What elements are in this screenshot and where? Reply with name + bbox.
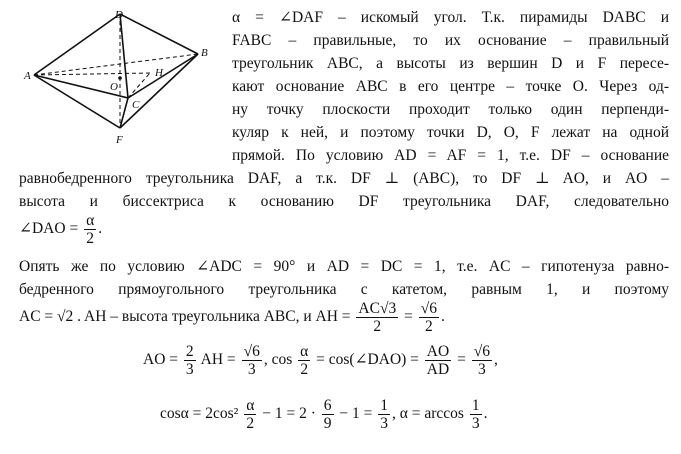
- frac-den: 9: [323, 415, 332, 432]
- fraction-sqrt6-3: [242, 343, 262, 378]
- period: .: [440, 308, 445, 326]
- text-line-3: треугольник ABC, а высоты из вершин D и F пересе-: [232, 55, 669, 72]
- frac-num: √6: [473, 343, 490, 360]
- frac-num: 2: [185, 343, 194, 360]
- frac-num: 1: [471, 397, 480, 414]
- minus-one-times: − 1 = 2 ·: [262, 405, 316, 423]
- text-line-9: высота и биссектриса к основанию DF треугольника DAF, следовательно: [19, 193, 669, 210]
- equation-AC-AH: [19, 300, 445, 335]
- label-A: A: [24, 70, 31, 82]
- arccos-label: , α = arccos: [391, 405, 464, 423]
- frac-num: AC√3: [358, 300, 397, 317]
- cos-dao: = cos(∠DAO) =: [316, 351, 419, 369]
- fraction-alpha-2b: [244, 397, 256, 432]
- ao-label: AO =: [143, 351, 179, 369]
- edge-BF: [120, 54, 198, 128]
- label-O: O: [110, 81, 118, 93]
- text-line-5: ну точку плоскости проходит только один перпенди-: [232, 101, 669, 118]
- text-line-7: прямой. По условию AD = AF = 1, т.е. DF – основание: [232, 147, 669, 164]
- text-line-4: кают основание ABC в его центре – точке O. Через од-: [232, 78, 669, 95]
- frac-num: α: [86, 212, 95, 229]
- frac-num: α: [246, 397, 255, 414]
- frac-num: √6: [420, 300, 437, 317]
- text-line-2: FABC – правильные, то их основание – правильный: [232, 32, 669, 49]
- comma: ,: [493, 351, 498, 369]
- equation-angle-DAO: [19, 212, 102, 247]
- edge-AH-dashed: [34, 73, 150, 75]
- fraction-1-3b: [470, 397, 482, 432]
- frac-den: 3: [185, 361, 194, 378]
- angle-DAO-label: ∠DAO =: [19, 220, 79, 238]
- frac-den: 3: [380, 415, 388, 432]
- label-D: D: [115, 9, 123, 21]
- edge-DC: [120, 14, 128, 98]
- frac-num: α: [300, 343, 309, 360]
- fraction-2-3: [184, 343, 196, 378]
- frac-num: 1: [380, 397, 388, 414]
- text-line-12: бедренного прямоугольного треугольника с катетом, равным 1, и поэтому: [19, 281, 669, 298]
- text-line-8: равнобедренного треугольника DAF, а т.к. DF ⊥ (ABC), то DF ⊥ AO, и AO –: [19, 170, 669, 187]
- minus-one-equals: − 1 =: [339, 405, 373, 423]
- label-F: F: [116, 134, 123, 146]
- frac-den: 2: [300, 361, 309, 378]
- edge-AF: [34, 75, 120, 128]
- frac-den: AD: [426, 361, 450, 378]
- fraction-AO-AD: [425, 343, 451, 378]
- frac-den: 3: [477, 361, 486, 378]
- frac-den: 2: [86, 230, 94, 247]
- fraction-sqrt6-over-2: [419, 300, 439, 335]
- frac-den: 2: [246, 415, 255, 432]
- period: .: [483, 405, 488, 423]
- center-point-O: [118, 76, 122, 80]
- equals: =: [404, 308, 413, 326]
- frac-num: AO: [426, 343, 450, 360]
- text-line-1: α = ∠DAF – искомый угол. Т.к. пирамиды DABC и: [232, 9, 669, 26]
- period: .: [98, 220, 103, 238]
- fraction-ac-sqrt3: [356, 300, 398, 335]
- frac-num: √6: [243, 343, 260, 360]
- frac-den: 2: [424, 318, 433, 335]
- fraction-alpha-2: [298, 343, 310, 378]
- text-line-11: Опять же по условию ∠ADC = 90° и AD = DC = 1, т.е. AC – гипотенуза равно-: [19, 258, 669, 275]
- frac-den: 3: [471, 415, 480, 432]
- fraction-1-3: [378, 397, 390, 432]
- ah-label: AH =: [200, 351, 236, 369]
- label-B: B: [201, 47, 208, 59]
- edge-CB: [128, 54, 198, 98]
- pyramid-figure: [16, 6, 231, 156]
- frac-den: 3: [247, 361, 256, 378]
- fraction-6-9: [322, 397, 334, 432]
- fraction-sqrt6-3b: [472, 343, 492, 378]
- label-H: H: [155, 67, 163, 79]
- equation-AO-cos: [143, 343, 498, 378]
- label-C: C: [132, 99, 140, 111]
- cos-alpha-label: cosα = 2cos²: [160, 405, 239, 423]
- text-line-6: куляр к ней, и поэтому точки D, O, F лежат на одной: [232, 124, 669, 141]
- frac-num: 6: [323, 397, 332, 414]
- fraction-alpha-over-2: [84, 212, 96, 247]
- cos-label: , cos: [263, 351, 293, 369]
- equals: =: [457, 351, 466, 369]
- frac-den: 2: [373, 318, 382, 335]
- ac-ah-text: AC = √2 . AH – высота треугольника ABC, и AH =: [19, 308, 351, 326]
- edge-DB: [120, 14, 198, 54]
- equation-cos-alpha: [160, 397, 487, 432]
